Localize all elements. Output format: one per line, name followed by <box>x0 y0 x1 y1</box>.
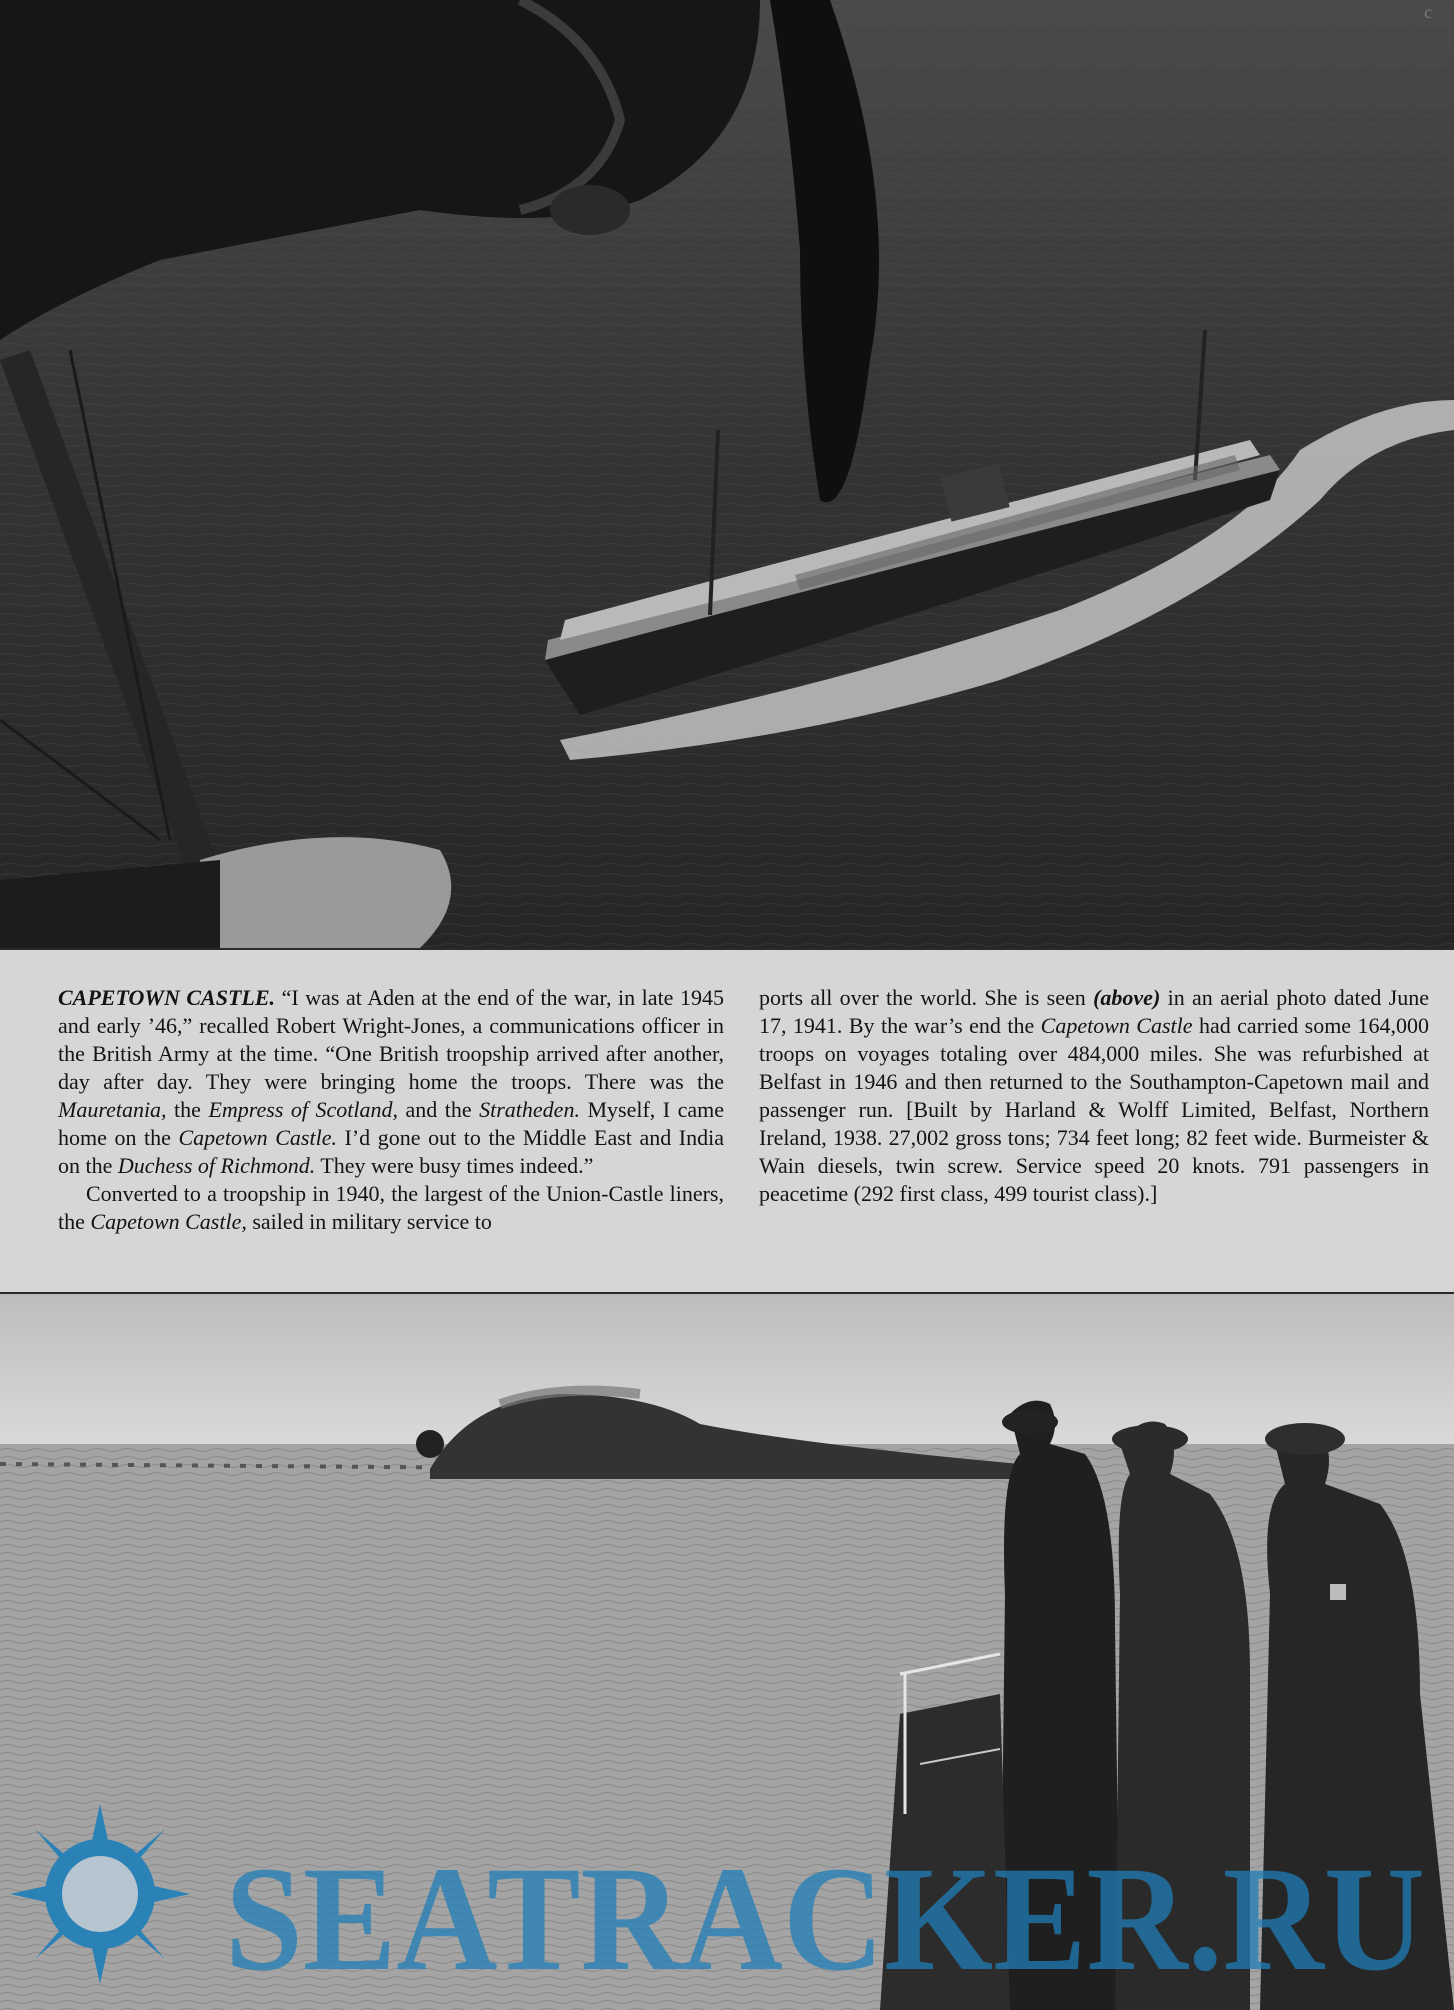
caption-band <box>0 948 1454 1294</box>
caption-text: “I was at Aden at the end of the war, in late 1945 and early ’46,” recalled Robert Wright-Jones, a communications officer in the British Army at the time. “One British troopship arrived after another, day after day. They were bringing home the troops. There was the <box>58 985 724 1094</box>
float-pontoon <box>200 837 451 948</box>
caption-paragraph-1 <box>58 984 724 1180</box>
ship-name: Duchess of Richmond. <box>117 1153 316 1178</box>
caption-text: and the <box>398 1097 480 1122</box>
caption-emphasis: (above) <box>1093 985 1161 1010</box>
caption-text: had carried some 164,000 troops on voyages totaling over 484,000 miles. She was refurbished at Belfast in 1946 and then returned to the Southampton-Capetown mail and passenger run. [Built by Harland & Wolff Limited, Belfast, Northern Ireland, 1938. 27,002 gross tons; 734 feet long; 82 feet wide. Burmeister & Wain diesels, twin screw. Service speed 20 knots. 791 passengers in peacetime (292 first class, 499 tourist class).] <box>759 1013 1429 1206</box>
ship-name: Capetown Castle <box>1040 1013 1193 1038</box>
caption-text: Myself, I came home on the <box>58 1097 724 1150</box>
caption-text: the <box>166 1097 209 1122</box>
aerial-ship-photo <box>0 0 1454 948</box>
sinking-ship-photo <box>0 1294 1454 2010</box>
caption-text-flow: sailed in military service to <box>246 1209 492 1234</box>
watermark-text: SEATRACKER.RU <box>225 1836 1425 1994</box>
ship-name: Stratheden. <box>479 1097 580 1122</box>
ship-name: Mauretania, <box>58 1097 167 1122</box>
caption-text: in an aerial photo dated June 17, 1941. By the war’s end the <box>759 985 1429 1038</box>
caption-paragraph-2-cont <box>759 984 1429 1208</box>
caption-text-flow: ports all over the world. She is seen <box>759 985 1094 1010</box>
ship-name: Empress of Scotland, <box>208 1097 398 1122</box>
caption-column-left <box>58 984 724 1236</box>
caption-paragraph-2 <box>58 1180 724 1236</box>
ship-name: Capetown Castle. <box>178 1125 337 1150</box>
aerial-ship-illustration <box>0 0 1454 948</box>
ship-name: Capetown Castle, <box>90 1209 247 1234</box>
caption-text: Converted to a troopship in 1940, the largest of the Union-Castle liners, the <box>58 1181 724 1234</box>
sun-logo-icon <box>10 1804 190 1984</box>
caption-text: They were busy times indeed.” <box>315 1153 594 1178</box>
watermark <box>0 1794 1454 1994</box>
page-mark: c <box>1424 2 1432 22</box>
watermark-art <box>0 1794 1454 1994</box>
caption-text: I’d gone out to the Middle East and India on the <box>58 1125 724 1178</box>
caption-column-right <box>759 984 1429 1208</box>
top-rule <box>0 948 1454 950</box>
caption-lead: CAPETOWN CASTLE. <box>58 985 276 1010</box>
